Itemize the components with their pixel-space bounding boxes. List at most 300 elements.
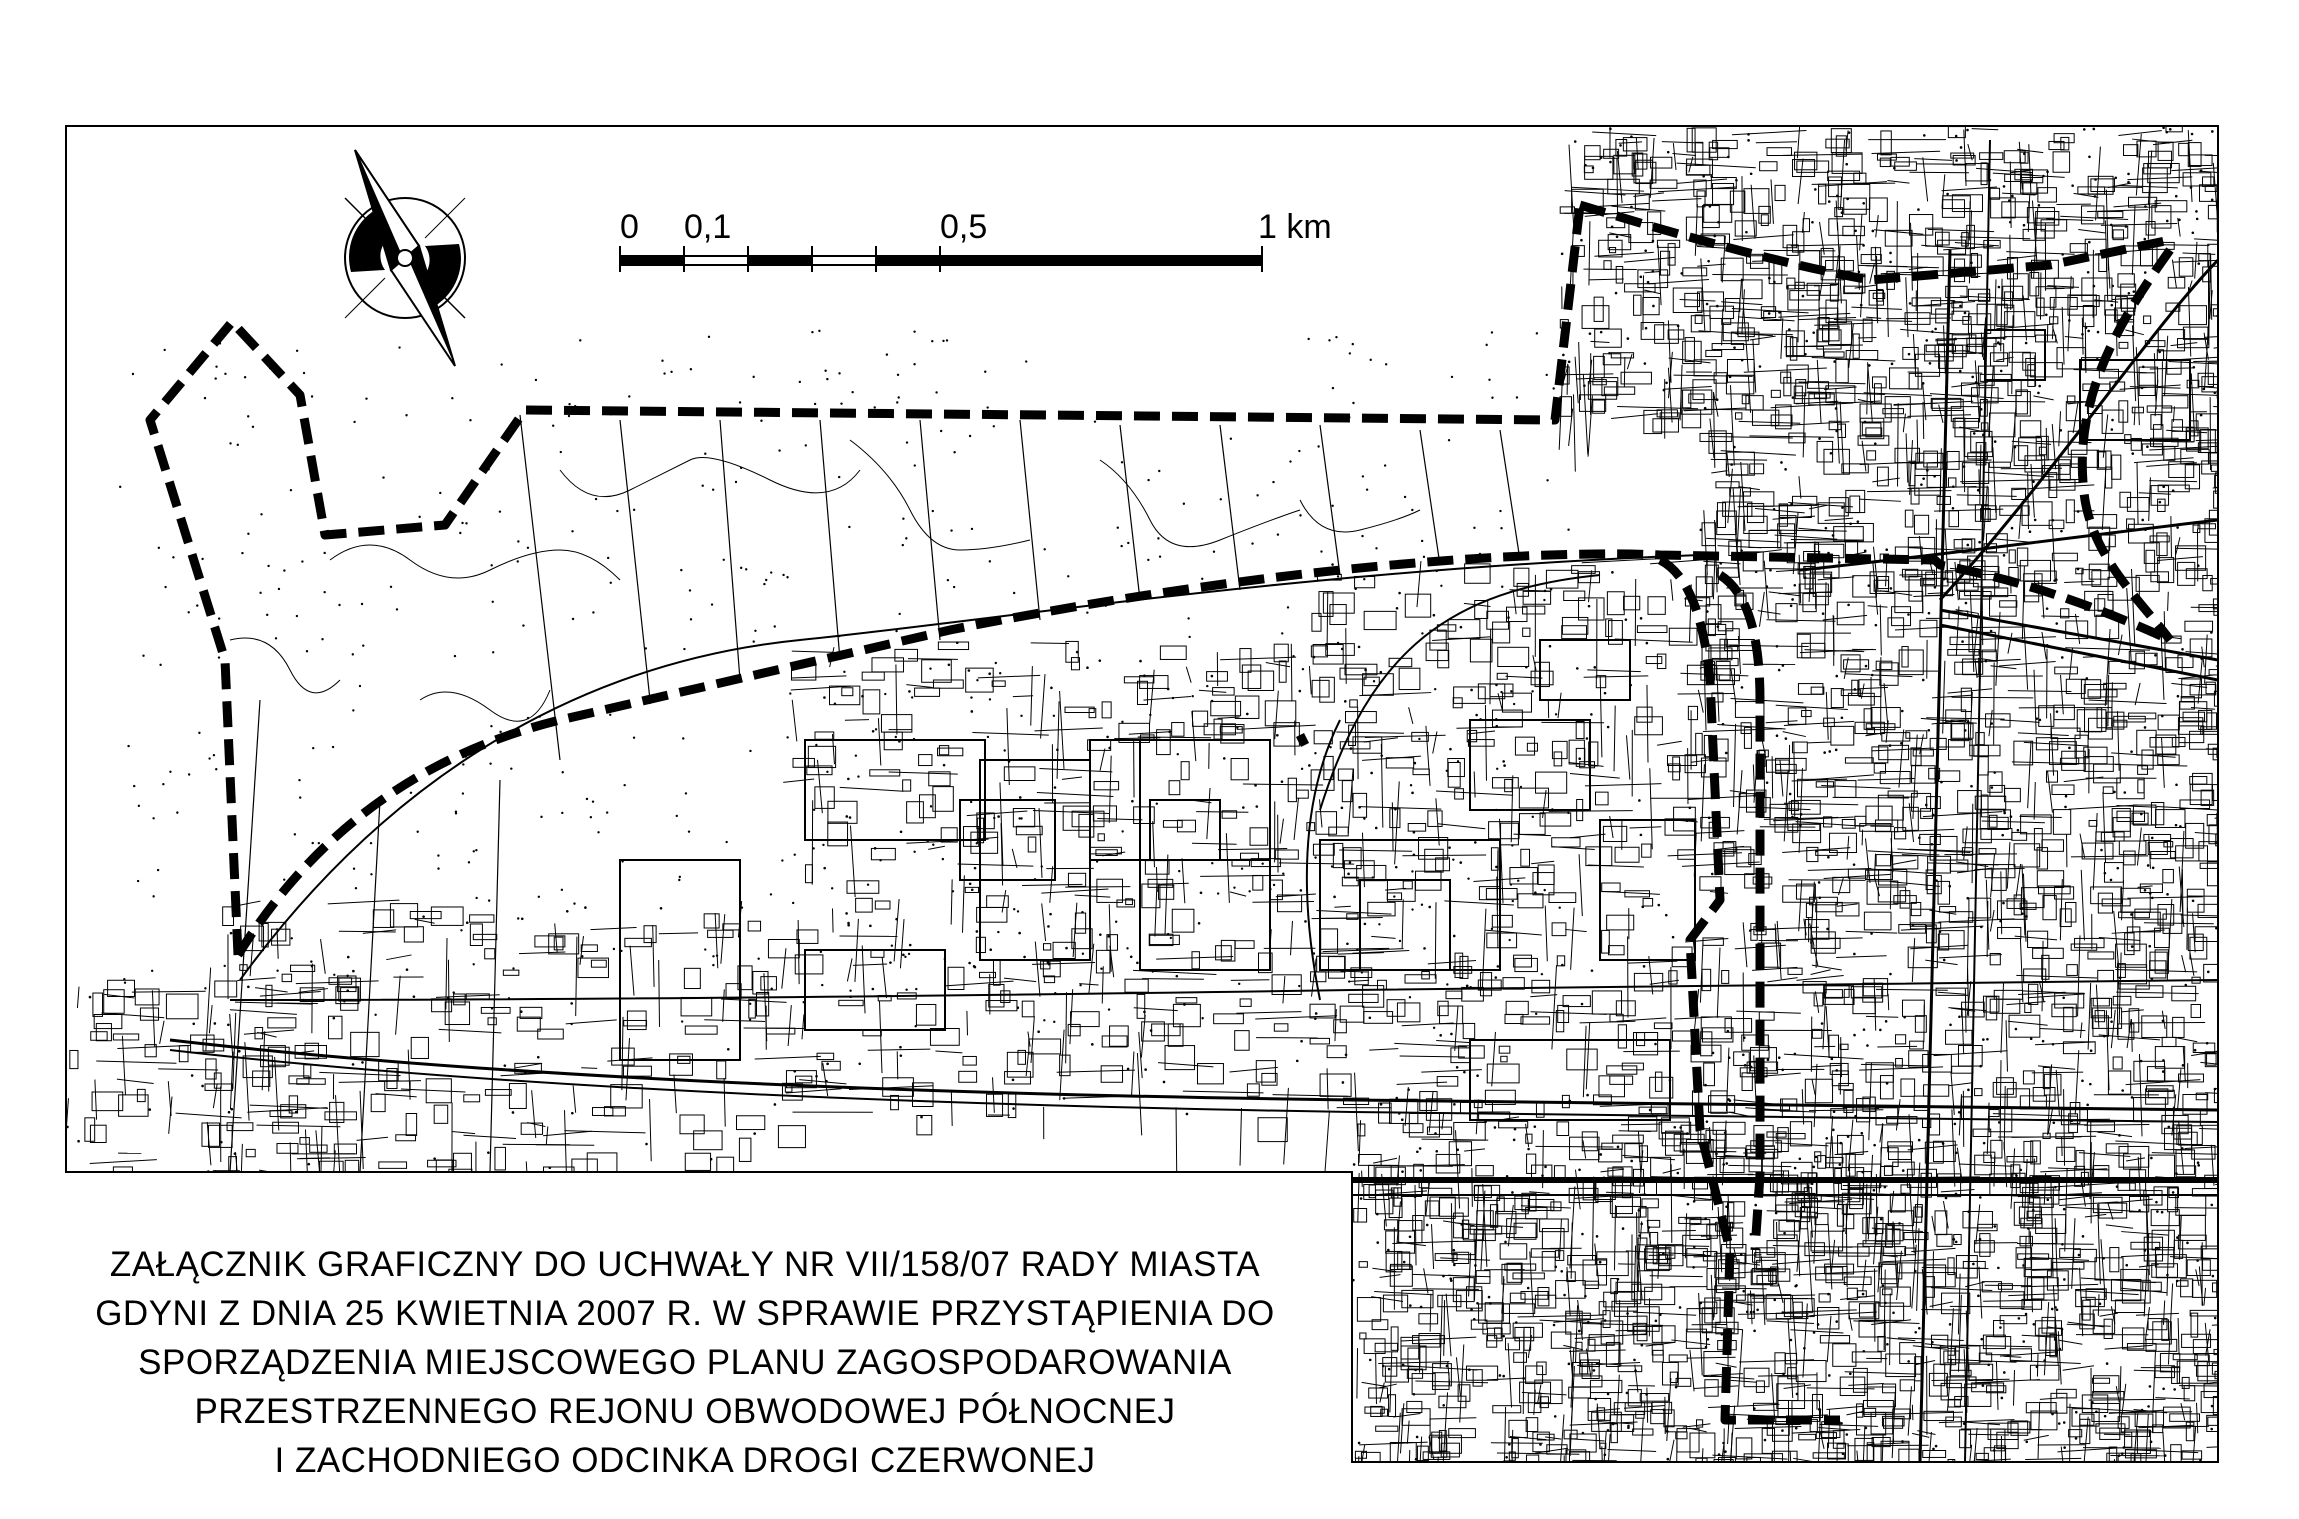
parcel-edge [1662, 1230, 1696, 1231]
parcel-edge [1678, 693, 1735, 694]
building-outline [685, 1153, 710, 1170]
building-outline [2200, 863, 2226, 868]
building-outline [1829, 177, 1842, 197]
building-outline [2199, 254, 2211, 261]
building-outline [1405, 975, 1436, 983]
survey-point [845, 815, 848, 818]
parcel-edge [1176, 1107, 1177, 1187]
parcel-edge [1327, 1068, 1328, 1109]
survey-point [1607, 1429, 1610, 1432]
survey-point [869, 925, 872, 928]
parcel-edge [1392, 802, 1393, 851]
survey-point [1403, 1261, 1406, 1264]
parcel-edge [1876, 215, 1879, 237]
building-outline [2004, 788, 2020, 801]
survey-point [1997, 1267, 2000, 1270]
building-outline [351, 1032, 379, 1056]
survey-point [413, 995, 416, 998]
survey-point [1308, 764, 1311, 767]
building-outline [1702, 523, 1715, 546]
survey-point [909, 944, 912, 947]
building-outline [1453, 698, 1462, 708]
survey-point [1860, 304, 1863, 307]
survey-point [1507, 616, 1510, 619]
building-outline [1881, 131, 1891, 155]
building-outline [205, 1084, 232, 1090]
building-outline [1727, 359, 1754, 382]
survey-point [1395, 1097, 1398, 1100]
parcel-edge [2039, 1029, 2085, 1031]
survey-point [2150, 1441, 2153, 1444]
building-outline [1485, 1303, 1503, 1321]
parcel-edge [1421, 1070, 1482, 1072]
survey-point [352, 1063, 355, 1066]
parcel-edge [1778, 313, 1850, 317]
building-outline [1951, 407, 1979, 422]
survey-point [1712, 1052, 1715, 1055]
building-outline [1933, 1141, 1955, 1161]
survey-point [1934, 586, 1937, 589]
building-outline [1096, 850, 1117, 856]
parcel-edge [1220, 657, 1296, 660]
parcel-edge [1397, 1082, 1447, 1084]
parcel-edge [1535, 1146, 1613, 1147]
parcel-edge [1364, 738, 1398, 742]
survey-point [1702, 175, 1705, 178]
survey-point [1313, 656, 1316, 659]
building-outline [1971, 325, 1985, 338]
building-outline [390, 904, 417, 927]
building-outline [2215, 476, 2227, 488]
parcel-edge [1701, 1448, 1703, 1493]
building-outline [1735, 702, 1764, 718]
building-outline [2053, 152, 2070, 172]
building-outline [1622, 1063, 1643, 1070]
building-outline [922, 660, 952, 682]
building-outline [1890, 368, 1919, 389]
parcel-edge [2083, 1448, 2161, 1449]
parcel-edge [1589, 279, 1624, 280]
building-outline [1947, 451, 1959, 469]
survey-point [1593, 1369, 1596, 1372]
parcel-edge [1626, 735, 1629, 779]
building-outline [1697, 292, 1723, 311]
survey-point [710, 1158, 713, 1161]
building-outline [2120, 492, 2131, 507]
building-outline [717, 1061, 726, 1079]
parcel-edge [2204, 1288, 2206, 1306]
survey-point [2169, 128, 2172, 131]
parcel-edge [2168, 361, 2234, 364]
building-outline [2109, 1447, 2116, 1466]
survey-point [1388, 1368, 1391, 1371]
building-outline [2142, 1016, 2167, 1038]
building-outline [2091, 887, 2122, 904]
survey-point [1591, 969, 1594, 972]
parcel-edge [2191, 607, 2271, 608]
parcel-edge [1876, 989, 1948, 990]
survey-point [2003, 812, 2006, 815]
building-outline [1771, 415, 1792, 426]
survey-point [2025, 1313, 2028, 1316]
building-outline [1655, 325, 1679, 344]
survey-point [1914, 1270, 1917, 1273]
building-outline [1094, 782, 1119, 790]
building-outline [1842, 464, 1868, 473]
parcel-edge [1993, 173, 2065, 177]
building-outline [903, 780, 911, 791]
parcel-edge [1362, 756, 1421, 760]
building-outline [1811, 687, 1824, 694]
parcel-edge [2168, 592, 2169, 611]
survey-point [1449, 748, 1452, 751]
survey-point [1861, 1132, 1864, 1135]
building-outline [1803, 982, 1826, 993]
building-outline [1759, 1012, 1774, 1020]
parcel-edge [2006, 252, 2075, 255]
parcel-edge [783, 779, 814, 782]
survey-point [2127, 173, 2130, 176]
survey-point [858, 1062, 861, 1065]
survey-point [2014, 446, 2017, 449]
survey-point [1908, 353, 1911, 356]
building-outline [1436, 858, 1450, 871]
survey-point [1893, 167, 1896, 170]
survey-point [1587, 1321, 1590, 1324]
survey-point [1065, 947, 1068, 950]
survey-point [1802, 295, 1805, 298]
parcel-edge [792, 676, 847, 678]
building-outline [1816, 902, 1842, 911]
survey-point [2087, 271, 2090, 274]
building-outline [587, 1153, 617, 1172]
building-outline [2114, 720, 2127, 727]
building-outline [891, 1095, 899, 1109]
building-outline [2144, 834, 2171, 840]
building-outline [2043, 1133, 2050, 1138]
building-outline [1102, 1036, 1127, 1047]
survey-point [2088, 155, 2091, 158]
parcel-edge [1826, 692, 1828, 740]
survey-point [1369, 1359, 1372, 1362]
parcel-edge [1617, 158, 1618, 221]
parcel-edge [1868, 606, 1888, 607]
parcel-edge [1433, 731, 1437, 753]
parcel-edge [1563, 1345, 1583, 1349]
building-outline [1792, 742, 1807, 753]
parcel-edge [2196, 438, 2263, 440]
parcel-edge [1761, 1256, 1765, 1325]
parcel-edge [1849, 1314, 1852, 1330]
survey-point [333, 1017, 336, 1020]
parcel-edge [1912, 938, 1914, 982]
survey-point [1940, 781, 1943, 784]
parcel-edge [1588, 1409, 1620, 1412]
survey-point [1186, 1113, 1189, 1116]
survey-point [1813, 1331, 1816, 1334]
parcel-edge [2116, 992, 2198, 994]
building-outline [1487, 933, 1517, 948]
survey-point [989, 948, 992, 951]
building-outline [1683, 268, 1707, 276]
survey-point [1255, 805, 1258, 808]
parcel-edge [1868, 362, 1873, 421]
parcel-edge [2075, 1050, 2079, 1114]
parcel-edge [1939, 405, 1943, 423]
survey-point [2182, 1064, 2185, 1067]
parcel-edge [1869, 1063, 1872, 1140]
survey-point [2011, 527, 2014, 530]
survey-point [2210, 1204, 2213, 1207]
building-outline [1778, 1128, 1789, 1152]
building-outline [1937, 1234, 1952, 1246]
parcel-edge [1691, 760, 1709, 762]
building-outline [1653, 419, 1679, 432]
survey-point [968, 962, 971, 965]
parcel-edge [1669, 358, 1711, 363]
building-outline [2171, 1445, 2181, 1470]
survey-point [1706, 303, 1709, 306]
building-outline [2061, 137, 2069, 150]
building-outline [1830, 833, 1857, 852]
parcel-edge [439, 1029, 502, 1033]
parcel-edge [1766, 721, 1798, 723]
building-outline [757, 993, 769, 1016]
parcel-edge [364, 1171, 369, 1213]
parcel-edge [1569, 409, 1573, 446]
building-outline [1880, 158, 1890, 166]
survey-point [1466, 985, 1469, 988]
parcel-edge [1722, 1288, 1767, 1289]
survey-point [2038, 204, 2041, 207]
parcel-edge [896, 664, 897, 734]
building-outline [2033, 948, 2064, 958]
building-outline [875, 901, 890, 909]
building-outline [2112, 809, 2130, 832]
survey-point [1200, 891, 1203, 894]
survey-point [660, 907, 663, 910]
survey-point [2025, 1441, 2028, 1444]
survey-point [1965, 602, 1968, 605]
parcel-edge [1784, 721, 1854, 725]
survey-point [1927, 729, 1930, 732]
building-outline [1844, 1277, 1871, 1284]
building-outline [334, 1144, 356, 1154]
parcel-edge [1835, 255, 1838, 282]
parcel-edge [2001, 279, 2002, 352]
parcel-edge [1586, 1023, 1589, 1089]
building-outline [1455, 789, 1464, 799]
building-outline [1846, 351, 1878, 360]
survey-point [1790, 1339, 1793, 1342]
parcel-edge [1574, 394, 1576, 471]
survey-point [1886, 1082, 1889, 1085]
parcel-edge [1883, 1259, 1946, 1262]
building-outline [1900, 1380, 1914, 1391]
building-outline [1250, 828, 1268, 845]
parcel-edge [1726, 1048, 1728, 1112]
parcel-edge [1802, 1089, 1803, 1124]
parcel-edge [1791, 244, 1864, 246]
parcel-edge [1844, 658, 1848, 679]
building-outline [1793, 347, 1823, 357]
parcel-edge [2175, 1037, 2198, 1041]
building-outline [1603, 1311, 1610, 1328]
building-outline [1296, 790, 1308, 798]
parcel-edge [786, 1089, 842, 1093]
building-outline [1935, 1211, 1947, 1235]
building-outline [2212, 785, 2227, 801]
building-outline [1235, 1031, 1249, 1051]
parcel-edge [1455, 1006, 1458, 1051]
survey-point [2111, 419, 2114, 422]
parcel-edge [207, 1122, 211, 1165]
building-outline [966, 668, 993, 692]
building-outline [1857, 1404, 1863, 1417]
survey-point [1592, 167, 1595, 170]
survey-point [1803, 1347, 1806, 1350]
parcel-edge [1866, 317, 1881, 318]
survey-point [1453, 1249, 1456, 1252]
survey-point [1584, 164, 1587, 167]
building-outline [1514, 1353, 1527, 1363]
survey-point [1778, 669, 1781, 672]
building-outline [2050, 480, 2075, 490]
building-outline [1975, 796, 2005, 809]
building-outline [1843, 1215, 1854, 1229]
survey-point [1998, 286, 2001, 289]
parcel-edge [788, 1005, 791, 1046]
parcel-edge [2103, 792, 2106, 863]
survey-point [1841, 716, 1844, 719]
survey-point [2056, 1308, 2059, 1311]
survey-point [2131, 452, 2134, 455]
parcel-edge [1639, 1418, 1643, 1498]
parcel-edge [2073, 401, 2078, 433]
building-outline [282, 974, 291, 981]
building-outline [737, 1116, 765, 1130]
survey-point [571, 1112, 574, 1115]
survey-point [1450, 1033, 1453, 1036]
building-outline [1075, 913, 1085, 933]
parcel-edge [1737, 489, 1740, 547]
building-outline [1181, 762, 1189, 780]
survey-point [1966, 129, 1969, 132]
survey-point [1549, 645, 1552, 648]
survey-point [1964, 312, 1967, 315]
parcel-edge [2162, 361, 2163, 426]
parcel-edge [2098, 1294, 2099, 1316]
survey-point [1857, 520, 1860, 523]
survey-point [2038, 385, 2041, 388]
building-outline [1562, 626, 1587, 639]
survey-point [1722, 723, 1725, 726]
building-outline [1779, 504, 1787, 526]
parcel-edge [2195, 242, 2197, 279]
building-outline [1463, 1023, 1474, 1038]
survey-point [1865, 665, 1868, 668]
survey-point [1314, 1017, 1317, 1020]
parcel-edge [1405, 1087, 1408, 1126]
survey-point [2177, 695, 2180, 698]
parcel-edge [2178, 1318, 2179, 1353]
building-outline [2193, 1043, 2215, 1052]
parcel-edge [1737, 770, 1742, 834]
building-outline [870, 770, 900, 776]
survey-point [2192, 231, 2195, 234]
parcel-edge [2106, 1225, 2133, 1228]
survey-point [2210, 631, 2213, 634]
building-outline [1628, 1307, 1660, 1332]
parcel-edge [1587, 670, 1641, 672]
survey-point [1056, 748, 1059, 751]
survey-point [1846, 198, 1849, 201]
survey-point [1012, 1107, 1015, 1110]
survey-point [1722, 1442, 1725, 1445]
building-outline [1499, 1121, 1528, 1127]
building-outline [2138, 780, 2144, 793]
building-outline [1172, 909, 1194, 932]
survey-point [2152, 867, 2155, 870]
parcel-edge [2213, 407, 2257, 409]
survey-point [2166, 220, 2169, 223]
survey-point [1638, 799, 1641, 802]
building-outline [1029, 1039, 1061, 1054]
building-outline [1468, 740, 1494, 747]
building-outline [1776, 604, 1797, 622]
building-outline [822, 1061, 840, 1070]
building-outline [1994, 1321, 2004, 1337]
building-outline [2055, 887, 2074, 899]
building-outline [1654, 1023, 1672, 1029]
survey-point [1785, 737, 1788, 740]
building-outline [1896, 1035, 1906, 1044]
building-outline [1168, 1024, 1183, 1046]
building-outline [1593, 380, 1606, 385]
parcel-edge [1325, 1110, 1329, 1172]
survey-point [1560, 1270, 1563, 1273]
parcel-edge [1931, 1379, 2009, 1380]
survey-point [1641, 906, 1644, 909]
building-outline [1320, 1074, 1351, 1096]
building-outline [1510, 1293, 1525, 1303]
building-outline [1152, 1024, 1180, 1036]
building-outline [1098, 834, 1104, 841]
building-outline [1558, 1005, 1569, 1022]
building-outline [2104, 863, 2123, 883]
building-outline [1240, 649, 1251, 673]
parcel-edge [1721, 451, 1796, 455]
survey-point [1847, 1135, 1850, 1138]
building-outline [2200, 1111, 2231, 1126]
parcel-edge [1530, 1251, 1534, 1316]
building-outline [1399, 1221, 1422, 1243]
survey-point [1706, 610, 1709, 613]
building-outline [2042, 840, 2064, 852]
building-outline [1990, 999, 2020, 1013]
survey-point [1977, 1295, 1980, 1298]
building-outline [1815, 1214, 1828, 1225]
parcel-edge [1732, 131, 1806, 135]
parcel-edge [1729, 645, 1809, 646]
survey-point [1750, 1311, 1753, 1314]
building-outline [963, 1056, 976, 1065]
building-outline [1557, 1122, 1569, 1136]
parcel-edge [1836, 956, 1886, 958]
parcel-edge [2100, 1313, 2118, 1316]
building-outline [406, 1113, 416, 1135]
building-outline [723, 924, 740, 930]
